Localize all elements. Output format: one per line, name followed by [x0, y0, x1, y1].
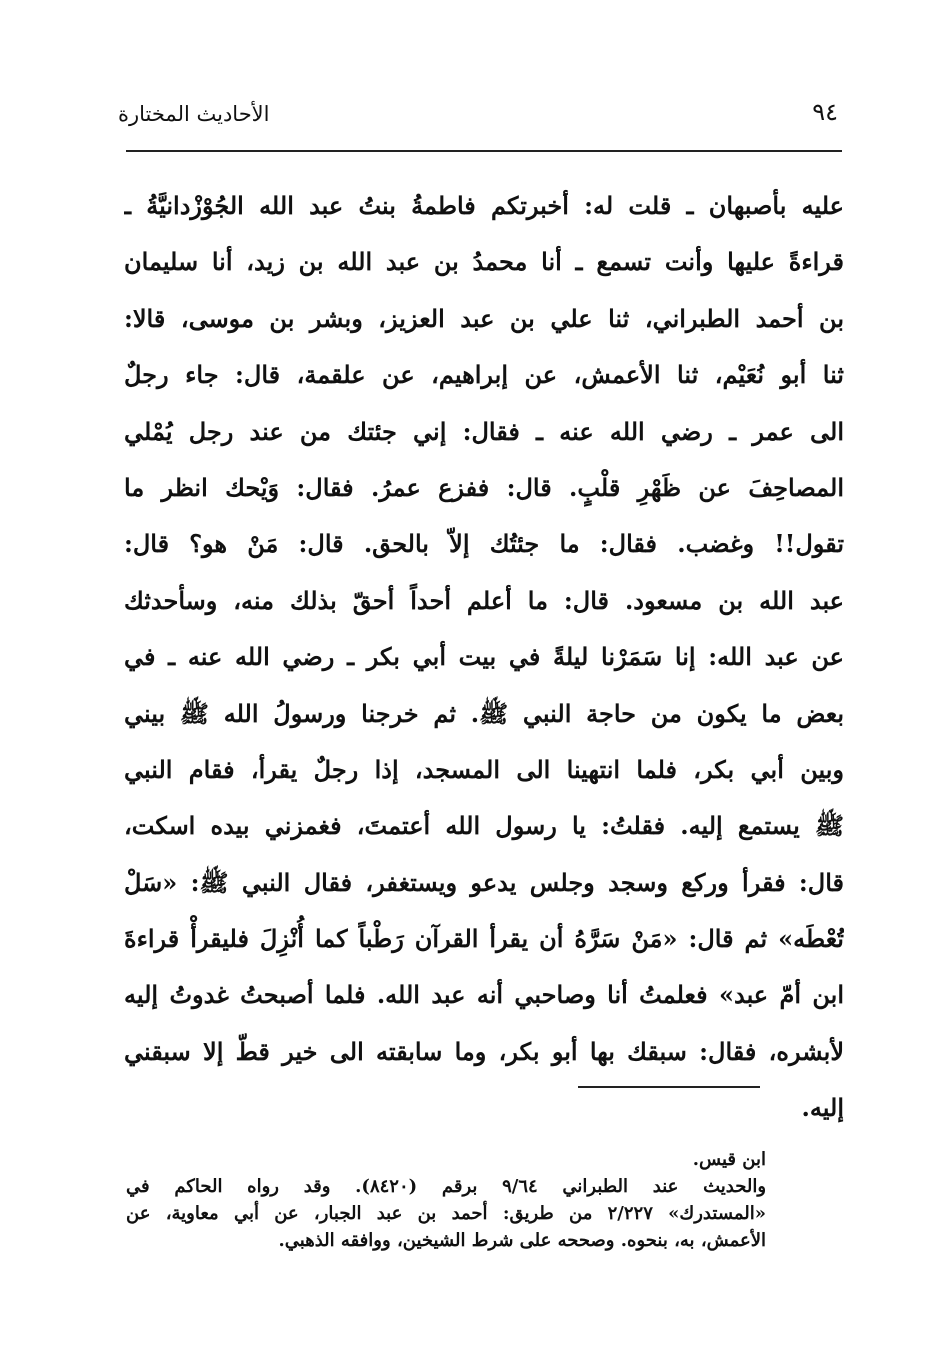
text-line: تقول!! وغضب. فقال: ما جئتُك إلاّ بالحق. قال: مَنْ هو؟ قال: [124, 529, 844, 559]
footnote-divider [578, 1086, 760, 1088]
text-line: تُعْطَه» ثم قال: «مَنْ سَرَّهُ أن يقرأ القرآن رَطْباً كما أُنْزِلَ فليقرأْ قراءةَ [124, 924, 844, 954]
text-line: عن عبد الله: إنا سَمَرْنا ليلةً في بيت أبي بكر ـ رضي الله عنه ـ في [124, 642, 844, 672]
text-line: بن أحمد الطبراني، ثنا علي بن عبد العزيز، وبشر بن موسى، قالا: [124, 303, 844, 333]
footnote-line: «المستدرك» ٢/٢٢٧ من طريق: أحمد بن عبد الجبار، عن أبي معاوية، عن [126, 1203, 766, 1224]
footnote-line: الأعمش، به، بنحوه. وصححه على شرط الشيخين، ووافقه الذهبي. [278, 1230, 766, 1251]
text-line: إليه. [801, 1093, 844, 1123]
text-line: الى عمر ـ رضي الله عنه ـ فقال: إني جئتك من عند رجل يُمْلي [124, 416, 844, 446]
text-line: عليه بأصبهان ـ قلت له: أخبرتكم فاطمةُ بنتُ عبد الله الجُوْزْدانيَّةُ ـ [124, 191, 844, 220]
text-line: عبد الله بن مسعود. قال: ما أعلم أحداً أحقّ بذلك منه، وسأحدثك [124, 585, 844, 615]
text-line: بعض ما يكون من حاجة النبي ﷺ. ثم خرجنا ورسولُ الله ﷺ بيني [124, 698, 844, 728]
header-divider [126, 150, 842, 152]
text-line: قراءةً عليها وأنت تسمع ـ أنا محمدُ بن عبد الله بن زيد، أنا سليمان [124, 247, 844, 277]
text-line: وبين أبي بكر، فلما انتهينا الى المسجد، إذا رجلٌ يقرأ، فقام النبي [124, 754, 844, 784]
text-line: ابن أمّ عبد» فعلمتُ أنا وصاحبي أنه عبد الله. فلما أصبحتُ غدوتُ إليه [124, 980, 844, 1010]
footnote-line: والحديث عند الطبراني ٩/٦٤ برقم (٨٤٢٠). وقد رواه الحاكم في [126, 1176, 766, 1197]
footnotes [126, 1146, 766, 1254]
text-line: المصاحِفَ عن ظَهْرِ قلْبٍ. قال: ففزع عمرُ. فقال: وَيْحك انظر ما [124, 472, 844, 502]
page-header [108, 96, 838, 140]
text-line: قال: فقرأ وركع وسجد وجلس يدعو ويستغفر، فقال النبي ﷺ: «سَلْ [124, 867, 844, 897]
footnote-line: ابن قيس. [692, 1149, 766, 1170]
text-line: لأبشره، فقال: سبقك بها أبو بكر، وما سابقته الى خير قطّ إلا سبقني [124, 1036, 844, 1066]
text-line: ثنا أبو نُعَيْم، ثنا الأعمش، عن إبراهيم، عن علقمة، قال: جاء رجلٌ [124, 360, 844, 390]
page-number: ٩٤ [812, 98, 838, 126]
text-line: ﷺ يستمع إليه. فقلتُ: يا رسول الله أعتمتَ، فغمزني بيده اسكت، [124, 811, 844, 841]
running-title: الأحاديث المختارة [118, 102, 270, 126]
main-text [124, 178, 844, 1137]
